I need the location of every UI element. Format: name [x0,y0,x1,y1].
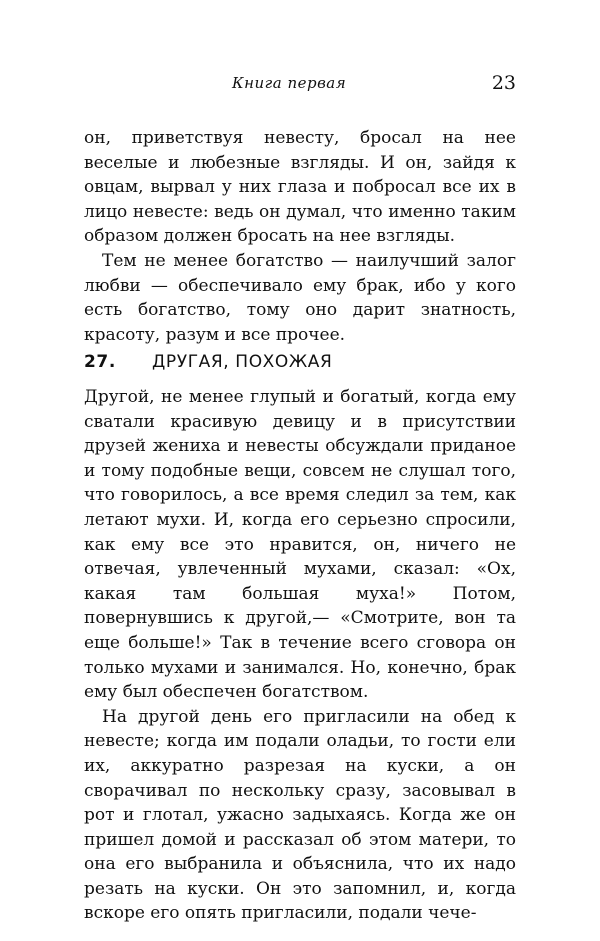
intro-paragraph-2: Тем не менее богатство — наилучший залог любви — обеспечивало ему брак, ибо у кого есть богатство, тому оно дарит знатность, красоту, разум и все прочее. [84,250,516,345]
section-paragraph-2: На другой день его пригласили на обед к невесте; когда им подали оладьи, то гости ели их, аккуратно разрезая на куски, а он сворачивал по нескольку сразу, засовывал в рот и глотал, ужасно задыхаясь. Когда же он пришел домой и рассказал об этом матери, то она его выбранила и объяснила, что их надо резать на куски. Он это запомнил, и, когда вскоре его опять пригласили, подали чече- [84,706,516,924]
intro-paragraph-1: он, приветствуя невесту, бросал на нее веселые и любезные взгляды. И он, зайдя к овцам, вырвал у них глаза и побросал все их в лицо невесте: ведь он думал, что именно таким образом должен бросать на нее взгляды. [84,128,516,247]
section-title: ДРУГАЯ, ПОХОЖАЯ [152,352,333,372]
running-head [84,74,516,98]
running-title: Книга первая [232,74,347,92]
section-paragraph-1: Другой, не менее глупый и богатый, когда ему сватали красивую девицу и в присутствии друзей жениха и невесты обсуждали приданое и тому подобные вещи, совсем не слушал того, что говорилось, а все время следил за тем, как летают мухи. И, когда его серьезно спросили, как ему все это нравится, он, ничего не отвечая, увлеченный мухами, сказал: «Ох, какая там большая муха!» Потом, повернувшись к другой,— «Смотрите, вон та еще больше!» Так в течение всего сговора он только мухами и занимался. Но, конечно, брак ему был обеспечен богатством. [84,387,516,703]
section-text-block [84,385,516,926]
intro-text-block [84,126,516,347]
section-heading [84,352,516,372]
section-number: 27. [84,352,116,372]
book-page [84,0,516,941]
page-number: 23 [491,72,516,94]
